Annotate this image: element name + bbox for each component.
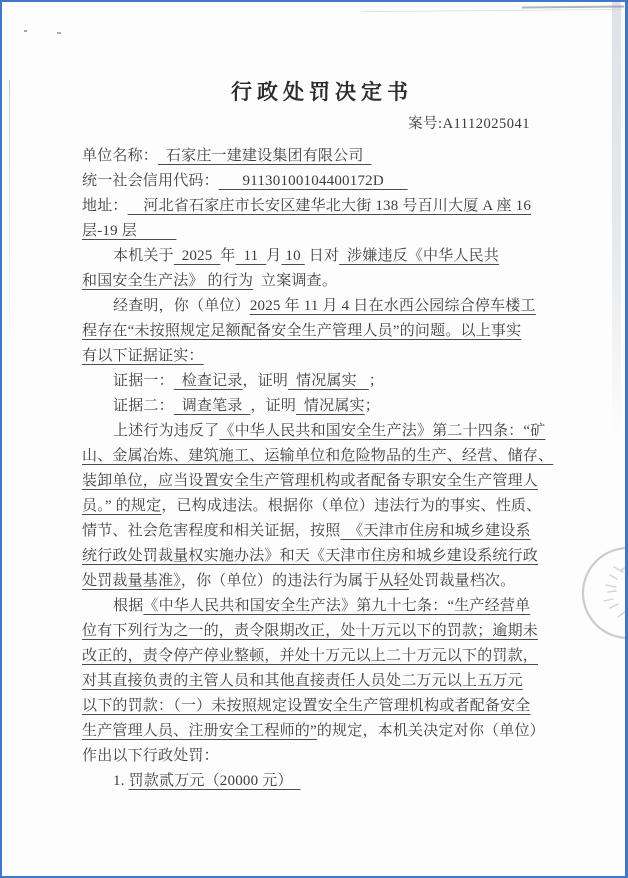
text-run: 证据二： (113, 398, 174, 414)
text-line (82, 519, 562, 544)
text-run: 情节、社会危害程度和相关证据，按照 (82, 523, 341, 539)
text-line (82, 419, 562, 444)
text-run: 本机关于 (113, 248, 174, 264)
text-line (82, 319, 562, 344)
filled-in-text: 位有下列行为之一的，责令限期改正，处十万元以下的罚款；逾期未 (82, 623, 539, 639)
text-line (82, 244, 562, 269)
text-run: 作出以下行政处罚： (82, 748, 219, 764)
text-line (82, 444, 562, 469)
text-line (82, 569, 562, 594)
text-run: 的规定，本机关决定对你（单位） (316, 723, 545, 739)
text-run: 地址： (82, 198, 128, 214)
case-number: 案号:A1112025041 (408, 116, 530, 132)
filled-in-text: 2025 年 11 月 4 日在水西公园综合停车楼工 (249, 298, 536, 314)
filled-in-text: 罚款贰万元（20000 元） (128, 773, 301, 789)
text-run: ； (364, 398, 380, 414)
filled-in-text: 员。” 的规定 (82, 498, 162, 514)
document-body (82, 144, 562, 794)
text-line (82, 769, 562, 794)
seal-circle-icon (580, 545, 628, 641)
scan-edge-shadow-right (612, 2, 621, 442)
text-run: ； (368, 373, 384, 389)
text-run: ，你（单位）的违法行为属于 (180, 573, 379, 589)
filled-in-text: 统行政处罚裁量权实施办法》和天《天津市住房和城乡建设系统行政 (82, 548, 539, 564)
text-line (82, 694, 562, 719)
filled-in-text: 情况属实 (288, 373, 369, 389)
official-seal-stamp (580, 545, 628, 641)
filled-in-text: 涉嫌违反《中华人民共 (339, 248, 500, 264)
text-run: 立案调查。 (253, 273, 338, 289)
filled-in-text: 《中华人民共和国安全生产法》第二十四条：“矿 (219, 423, 546, 439)
text-run: ，证明 (250, 398, 297, 414)
text-run: 月 (266, 248, 282, 264)
filled-in-text: 《天津市住房和城乡建设系 (340, 523, 531, 539)
filled-in-text: 对其直接负责的主管人员和其他直接责任人员处二万元以上五万元 (82, 673, 523, 689)
text-line (82, 469, 562, 494)
filled-in-text: 程存在“未按照规定足额配备安全生产管理人员”的问题。以上事实 (82, 323, 522, 339)
filled-in-text (137, 223, 177, 239)
filled-in-text: 情况属实 (296, 398, 365, 414)
text-run: 上述行为违反了 (113, 423, 220, 439)
filled-in-text: 11 (235, 248, 267, 264)
filled-in-text: 有以下证据证实： (82, 348, 204, 364)
filled-in-text: 改正的，责令停产停业整顿，并处十万元以上二十万元以下的罚款， (82, 648, 539, 664)
text-line (82, 644, 562, 669)
text-line (82, 169, 562, 194)
text-line (82, 344, 562, 369)
text-line (82, 219, 562, 244)
text-run: 1. (113, 773, 129, 789)
text-line (82, 269, 562, 294)
scan-speck (57, 32, 61, 34)
filled-in-text: 生产管理人员、注册安全工程师的” (82, 723, 317, 739)
filled-in-text: 检查记录 (173, 373, 243, 389)
filled-in-text: 以下的罚款：（一）未按照规定设置安全生产管理机构或者配备安全 (82, 698, 531, 714)
scan-edge-line-left (9, 80, 10, 370)
filled-in-text: 91130100104400172D (218, 173, 408, 189)
filled-in-text: 和国安全生产法》 的行为 (82, 273, 254, 289)
text-run: 统一社会信用代码： (82, 173, 219, 189)
filled-in-text: 2025 (173, 248, 221, 264)
text-run: ，已构成违法。根据你（单位）违法行为的事实、性质、 (161, 498, 542, 514)
filled-in-text: 10 (281, 248, 305, 264)
filled-in-text: 处罚裁量基准》 (82, 573, 181, 589)
text-line (82, 144, 562, 169)
text-run: 处罚裁量档次。 (408, 573, 516, 589)
text-run: ，证明 (242, 373, 289, 389)
text-line (82, 594, 562, 619)
text-line (82, 194, 562, 219)
text-line (82, 494, 562, 519)
filled-in-text: 层-19 层 (82, 223, 137, 239)
text-run: 日对 (304, 248, 340, 264)
text-run: 单位名称： (82, 148, 159, 164)
document-content (82, 76, 562, 794)
filled-in-text: 山、金属冶炼、建筑施工、运输单位和危险物品的生产、经营、储存、 (82, 448, 554, 464)
text-line (82, 294, 562, 319)
filled-in-text: 从轻 (378, 573, 409, 589)
filled-in-text: 装卸单位，应当设置安全生产管理机构或者配备专职安全生产管理人 (82, 473, 539, 489)
text-run: 证据一： (113, 373, 174, 389)
text-run: 经查明，你（单位） (113, 298, 250, 314)
document-title: 行政处罚决定书 (231, 81, 413, 104)
text-line (82, 719, 562, 744)
filled-in-text: 调查笔录 (173, 398, 251, 414)
text-run: 年 (220, 248, 236, 264)
text-line (82, 744, 562, 769)
scan-edge-line-top (362, 9, 622, 12)
text-line (82, 394, 562, 419)
text-line (82, 619, 562, 644)
text-line (82, 544, 562, 569)
filled-in-text: 河北省石家庄市长安区建华北大街 138 号百川大厦 A 座 16 (127, 198, 532, 214)
scan-speck (24, 30, 27, 32)
text-line (82, 669, 562, 694)
filled-in-text: 石家庄一建建设集团有限公司 (158, 148, 372, 164)
text-run: 根据 (113, 598, 144, 614)
text-line (82, 369, 562, 394)
filled-in-text: 《中华人民共和国安全生产法》第九十七条：“生产经营单 (143, 598, 531, 614)
